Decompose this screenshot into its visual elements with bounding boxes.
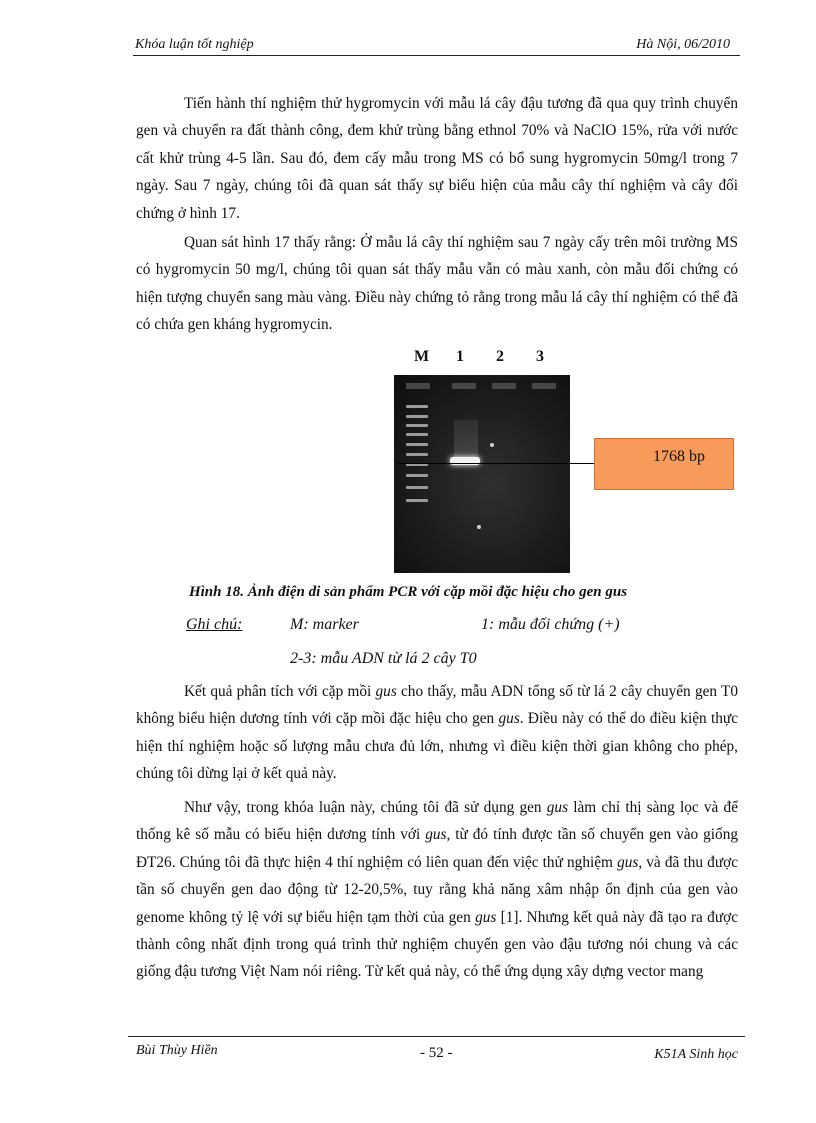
- paragraph-4: [136, 794, 738, 986]
- text-run: , từ đó tính được tần số chuyển gen vào giống ĐT26. Chúng tôi đã thực hiện 4 thí nghiệm có liên quan đến việc thử nghiệm: [136, 826, 738, 871]
- text-run: Kết quả phân tích với cặp mồi: [184, 683, 376, 700]
- ladder-band: [406, 433, 428, 436]
- ladder-band: [406, 443, 428, 446]
- ladder-band: [406, 424, 428, 427]
- lane-1-smear: [454, 420, 478, 460]
- gel-lane-labels: [408, 348, 568, 368]
- gel-well: [452, 383, 476, 389]
- ladder-band: [406, 453, 428, 456]
- gel-well: [532, 383, 556, 389]
- gene-name: gus: [475, 908, 497, 926]
- footer-class: K51A Sinh học: [654, 1047, 738, 1062]
- note-marker: M: marker: [290, 616, 359, 633]
- text-run: . Điều này có thể do điều kiện thực hiện thí nghiệm hoặc số lượng mẫu chưa đủ lớn, nhưng vì điều kiện thời gian không cho phép, chúng tôi dừng lại ở kết quả này.: [136, 710, 738, 783]
- gel-spot: [490, 443, 494, 447]
- ladder-band: [406, 415, 428, 418]
- text-run: , và đã thu được tần số chuyển gen dao động từ 12-20,5%, tuy rằng khả năng xâm nhập ổn định của gen vào genome không tỷ lệ với sự biểu hiện tạm thời của gen: [136, 853, 738, 926]
- gene-name: gus: [425, 826, 447, 844]
- gene-name: gus: [546, 799, 569, 816]
- footer-author: Bùi Thùy Hiền: [136, 1043, 218, 1058]
- paragraph-3: [136, 678, 738, 788]
- text-run: cho thấy, mẫu ADN tổng số từ lá 2 cây chuyển gen T0 không biểu hiện dương tính với cặp mồi đặc hiệu cho gen: [136, 683, 738, 728]
- note-samples: 2-3: mẫu ADN từ lá 2 cây T0: [290, 650, 477, 667]
- footer-divider: [128, 1036, 745, 1037]
- gene-name: gus: [498, 710, 520, 728]
- gel-well: [492, 383, 516, 389]
- lane-label-m: M: [414, 348, 430, 365]
- gel-well: [406, 383, 430, 389]
- ladder-band: [406, 405, 428, 408]
- gel-spot: [477, 525, 481, 529]
- text-run: [1]. Nhưng kết quả này đã tạo ra được thành công nhất định trong quá trình thử nghiệm chuyển gen vào đậu tương nói chung và các giống đậu tương Việt Nam nói riêng. Từ kết quả này, có thể ứng dụng xây dựng vector mang: [136, 908, 738, 981]
- notes-label: Ghi chú:: [186, 616, 243, 633]
- paragraph-1: Tiến hành thí nghiệm thử hygromycin với mẫu lá cây đậu tương đã qua quy trình chuyển gen và chuyển ra đất thành công, đem khử trùng bằng ethnol 70% và NaClO 15%, rửa với nước cất khử trùng 4-5 lần. Sau đó, đem cấy mẫu trong MS có bổ sung hygromycin 50mg/l trong 7 ngày. Sau 7 ngày, chúng tôi đã quan sát thấy sự biểu hiện của mẫu cây thí nghiệm và cây đối chứng ở hình 17.: [136, 95, 738, 222]
- header-date: Hà Nội, 06/2010: [636, 37, 730, 52]
- header-divider: [133, 55, 740, 56]
- paragraph-2: Quan sát hình 17 thấy rằng: Ở mẫu lá cây thí nghiệm sau 7 ngày cấy trên môi trường MS có hygromycin 50 mg/l, chúng tôi quan sát thấy mẫu vẫn có màu xanh, còn mẫu đối chứng có hiện tượng chuyển sang màu vàng. Điều này chứng tỏ rằng trong mẫu lá cây thí nghiệm có thể đã có chứa gen kháng hygromycin.: [136, 234, 738, 334]
- ladder-band: [406, 486, 428, 489]
- note-control: 1: mẫu đối chứng (+): [481, 616, 620, 633]
- text-run: làm chỉ thị sàng lọc và để thống kê số mẫu có biểu hiện dương tính với: [136, 799, 738, 844]
- page-number: - 52 -: [420, 1045, 453, 1061]
- figure-caption: Hình 18. Ảnh điện di sản phẩm PCR với cặp mồi đặc hiệu cho gen gus: [188, 584, 628, 600]
- ladder-band: [406, 499, 428, 502]
- lane-label-2: 2: [496, 348, 504, 365]
- gel-electrophoresis-image: [394, 375, 570, 573]
- lane-label-1: 1: [456, 348, 464, 365]
- gene-name: gus: [375, 683, 397, 700]
- band-pointer-line: [398, 463, 594, 464]
- header-title: Khóa luận tốt nghiệp: [135, 37, 254, 52]
- band-size-label: 1768 bp: [594, 438, 734, 490]
- gene-name: gus: [617, 853, 639, 871]
- text-run: Như vậy, trong khóa luận này, chúng tôi đã sử dụng gen: [184, 799, 547, 816]
- lane-label-3: 3: [536, 348, 544, 365]
- ladder-band: [406, 474, 428, 477]
